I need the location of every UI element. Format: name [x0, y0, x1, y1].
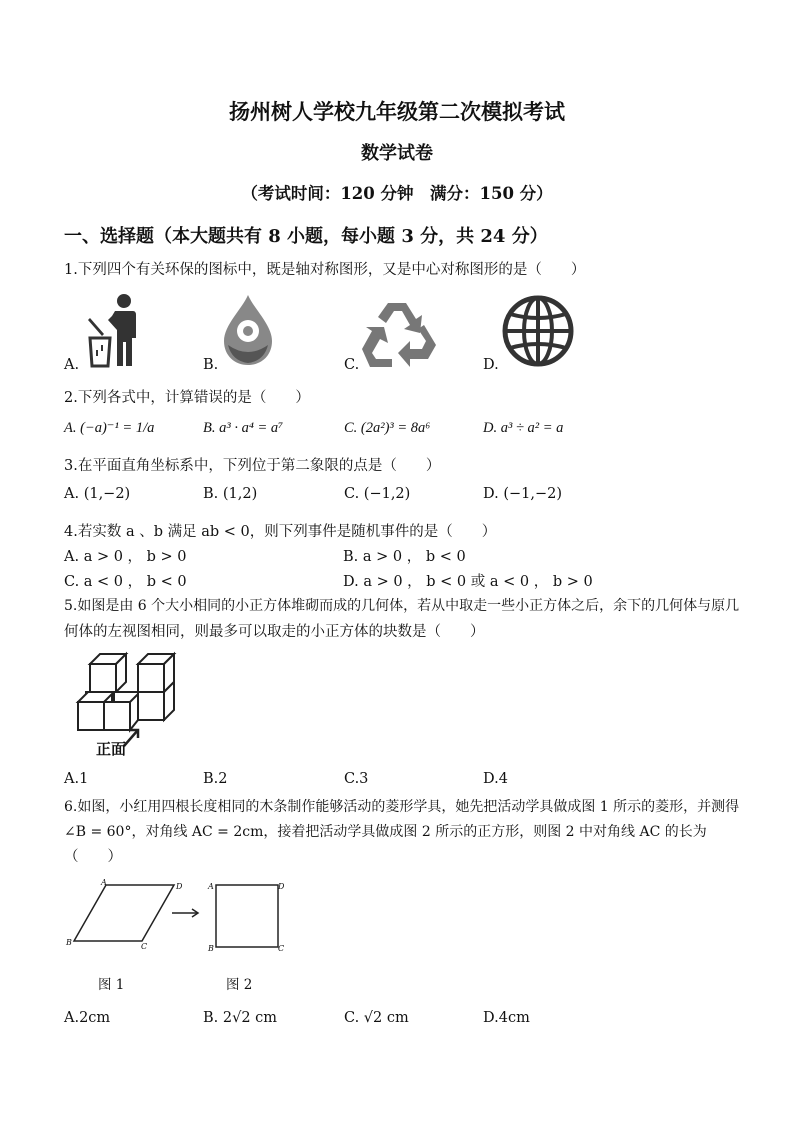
q6-option-c: C. √2 cm — [344, 1010, 409, 1026]
section-heading: 一、选择题（本大题共有 8 小题，每小题 3 分，共 24 分） — [64, 226, 548, 247]
q6-stem-line3: （ ） — [64, 849, 122, 865]
q6-option-a: A.2cm — [64, 1010, 111, 1026]
q5-option-b: B.2 — [203, 771, 228, 787]
q4-stem: 4.若实数 a 、b 满足 ab < 0，则下列事件是随机事件的是（ ） — [64, 524, 497, 540]
q5-option-a: A.1 — [64, 771, 89, 787]
q5-stem-line1: 5.如图是由 6 个大小相同的小正方体堆砌而成的几何体，若从中取走一些小正方体之后，余下的几何体与原几 — [64, 598, 740, 614]
q5-option-c: C.3 — [344, 771, 369, 787]
q3-option-d: D. (−1,−2) — [483, 486, 562, 502]
q3-option-b: B. (1,2) — [203, 486, 258, 502]
q1-option-b: B. — [203, 357, 219, 373]
fig1-vertex-c: C — [141, 942, 148, 951]
q2-option-a: A. (−a)⁻¹ = 1/a — [64, 420, 155, 436]
q5-option-d: D.4 — [483, 771, 508, 787]
q4-option-d: D. a > 0 ， b < 0 或 a < 0 ， b > 0 — [343, 574, 593, 590]
q4-option-b: B. a > 0 ， b < 0 — [343, 549, 466, 565]
fig1-caption: 图 1 — [98, 977, 125, 993]
exam-info: （考试时间：120 分钟 满分：150 分） — [241, 184, 553, 203]
fig1-vertex-d: D — [176, 882, 183, 891]
fig2-vertex-a: A — [208, 882, 214, 891]
q2-option-b: B. a³ · a⁴ = a⁷ — [203, 420, 284, 436]
q3-option-c: C. (−1,2) — [344, 486, 411, 502]
q6-option-d: D.4cm — [483, 1010, 530, 1026]
q1-option-a: A. — [64, 357, 80, 373]
globe-icon — [500, 294, 576, 368]
fig2-caption: 图 2 — [226, 977, 253, 993]
q6-option-b: B. 2√2 cm — [203, 1010, 278, 1026]
q2-stem: 2.下列各式中，计算错误的是（ ） — [64, 390, 310, 406]
front-view-label: 正面 — [96, 740, 127, 758]
fig2-vertex-b: B — [208, 944, 214, 953]
q1-option-d: D. — [483, 357, 499, 373]
recycle-icon — [358, 297, 440, 369]
fig1-vertex-b: B — [66, 938, 72, 947]
q2-option-c: C. (2a²)³ = 8a⁶ — [344, 420, 431, 436]
q6-stem-line2: ∠B = 60°，对角线 AC = 2cm，接着把活动学具做成图 2 所示的正方形，则图 2 中对角线 AC 的长为 — [64, 824, 707, 840]
fig2-vertex-d: D — [278, 882, 285, 891]
q3-option-a: A. (1,−2) — [64, 486, 131, 502]
q2-option-d: D. a³ ÷ a² = a — [483, 420, 564, 436]
q3-stem: 3.在平面直角坐标系中，下列位于第二象限的点是（ ） — [64, 458, 441, 474]
water-drop-icon — [218, 293, 278, 369]
q5-stem-line2: 何体的左视图相同，则最多可以取走的小正方体的块数是（ ） — [64, 624, 485, 640]
fig2-vertex-c: C — [278, 944, 285, 953]
q1-stem: 1.下列四个有关环保的图标中，既是轴对称图形，又是中心对称图形的是（ ） — [64, 262, 586, 278]
cube-stack-figure — [72, 650, 182, 762]
fig1-vertex-a: A — [101, 878, 107, 887]
paper-subtitle: 数学试卷 — [361, 143, 433, 164]
q4-option-c: C. a < 0 ， b < 0 — [64, 574, 187, 590]
trash-person-icon — [78, 290, 148, 370]
exam-title: 扬州树人学校九年级第二次模拟考试 — [229, 99, 565, 124]
q1-option-c: C. — [344, 357, 360, 373]
q4-option-a: A. a > 0 ， b > 0 — [64, 549, 187, 565]
q6-stem-line1: 6.如图，小红用四根长度相同的木条制作能够活动的菱形学具，她先把活动学具做成图 1 所示的菱形，并测得 — [64, 799, 740, 815]
